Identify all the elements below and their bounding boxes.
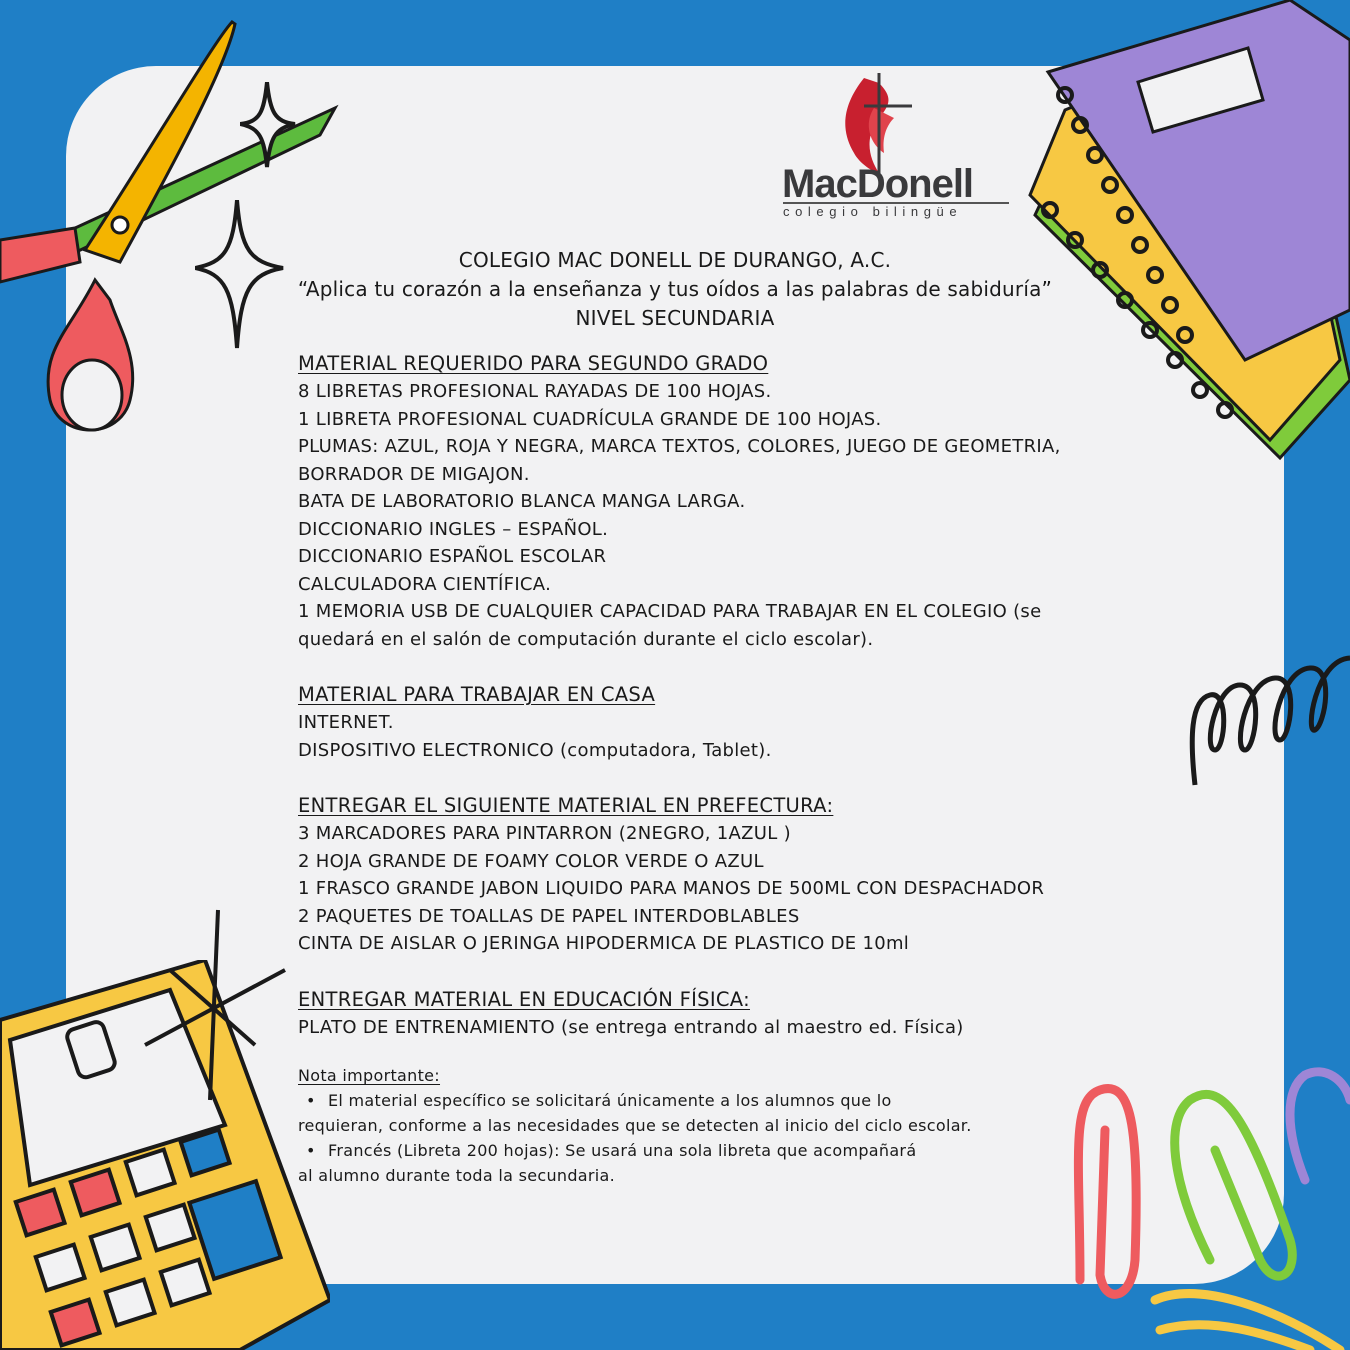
- list-item: 8 LIBRETAS PROFESIONAL RAYADAS DE 100 HOJAS.: [298, 381, 772, 402]
- list-item: 1 LIBRETA PROFESIONAL CUADRÍCULA GRANDE DE 100 HOJAS.: [298, 408, 882, 430]
- list-item: PLATO DE ENTRENAMIENTO (se entrega entrando al maestro ed. Física): [298, 1016, 964, 1038]
- list-item: PLUMAS: AZUL, ROJA Y NEGRA, MARCA TEXTOS, COLORES, JUEGO DE GEOMETRIA,: [298, 436, 1061, 457]
- section-title: ENTREGAR MATERIAL EN EDUCACIÓN FÍSICA:: [298, 987, 750, 1011]
- document-header: [0, 246, 1350, 333]
- list-item: CINTA DE AISLAR O JERINGA HIPODERMICA DE PLASTICO DE 10ml: [298, 933, 910, 954]
- sparkle-icon: [240, 82, 300, 172]
- list-item: 1 FRASCO GRANDE JABON LIQUIDO PARA MANOS DE 500ML CON DESPACHADOR: [298, 878, 1045, 899]
- list-item: DICCIONARIO ESPAÑOL ESCOLAR: [298, 546, 607, 567]
- spiral-doodle: [1185, 640, 1350, 790]
- list-item: 2 PAQUETES DE TOALLAS DE PAPEL INTERDOBLABLES: [298, 905, 800, 927]
- note-title: Nota importante:: [298, 1066, 441, 1085]
- note-bullet-text: • Francés (Libreta 200 hojas): Se usará una sola libreta que acompañará: [298, 1141, 916, 1160]
- list-item: 2 HOJA GRANDE DE FOAMY COLOR VERDE O AZUL: [298, 850, 764, 872]
- list-item: 3 MARCADORES PARA PINTARRON (2NEGRO, 1AZUL ): [298, 823, 791, 844]
- note-bullet-continuation: al alumno durante toda la secundaria.: [298, 1166, 616, 1185]
- list-item: DICCIONARIO INGLES – ESPAÑOL.: [298, 518, 609, 540]
- logo-subtitle: colegio bilingüe: [783, 202, 1009, 220]
- list-item: BORRADOR DE MIGAJON.: [298, 463, 530, 485]
- list-item: INTERNET.: [298, 712, 394, 733]
- list-item: quedará en el salón de computación durante el ciclo escolar).: [298, 628, 874, 650]
- note-bullet-continuation: requieran, conforme a las necesidades que se detecten al inicio del ciclo escolar.: [298, 1116, 972, 1135]
- list-item: CALCULADORA CIENTÍFICA.: [298, 573, 552, 595]
- asterisk-doodle: [140, 905, 290, 1105]
- list-item: 1 MEMORIA USB DE CUALQUIER CAPACIDAD PARA TRABAJAR EN EL COLEGIO (se: [298, 601, 1042, 622]
- section-title: MATERIAL PARA TRABAJAR EN CASA: [298, 683, 656, 706]
- school-level: NIVEL SECUNDARIA: [575, 306, 775, 330]
- note-bullet: [298, 1138, 1158, 1163]
- note-bullet-text: • El material específico se solicitará únicamente a los alumnos que lo: [298, 1091, 892, 1110]
- school-name: COLEGIO MAC DONELL DE DURANGO, A.C.: [458, 248, 892, 272]
- list-item: DISPOSITIVO ELECTRONICO (computadora, Tablet).: [298, 739, 772, 761]
- section-title: MATERIAL REQUERIDO PARA SEGUNDO GRADO: [298, 352, 769, 375]
- section-title: ENTREGAR EL SIGUIENTE MATERIAL EN PREFECTURA:: [298, 794, 834, 817]
- logo-wordmark: MacDonell: [782, 162, 974, 206]
- list-item: BATA DE LABORATORIO BLANCA MANGA LARGA.: [298, 491, 746, 512]
- school-motto: “Aplica tu corazón a la enseñanza y tus oídos a las palabras de sabiduría”: [297, 277, 1053, 301]
- note-bullet: [298, 1088, 1158, 1113]
- material-list: [298, 349, 1158, 1188]
